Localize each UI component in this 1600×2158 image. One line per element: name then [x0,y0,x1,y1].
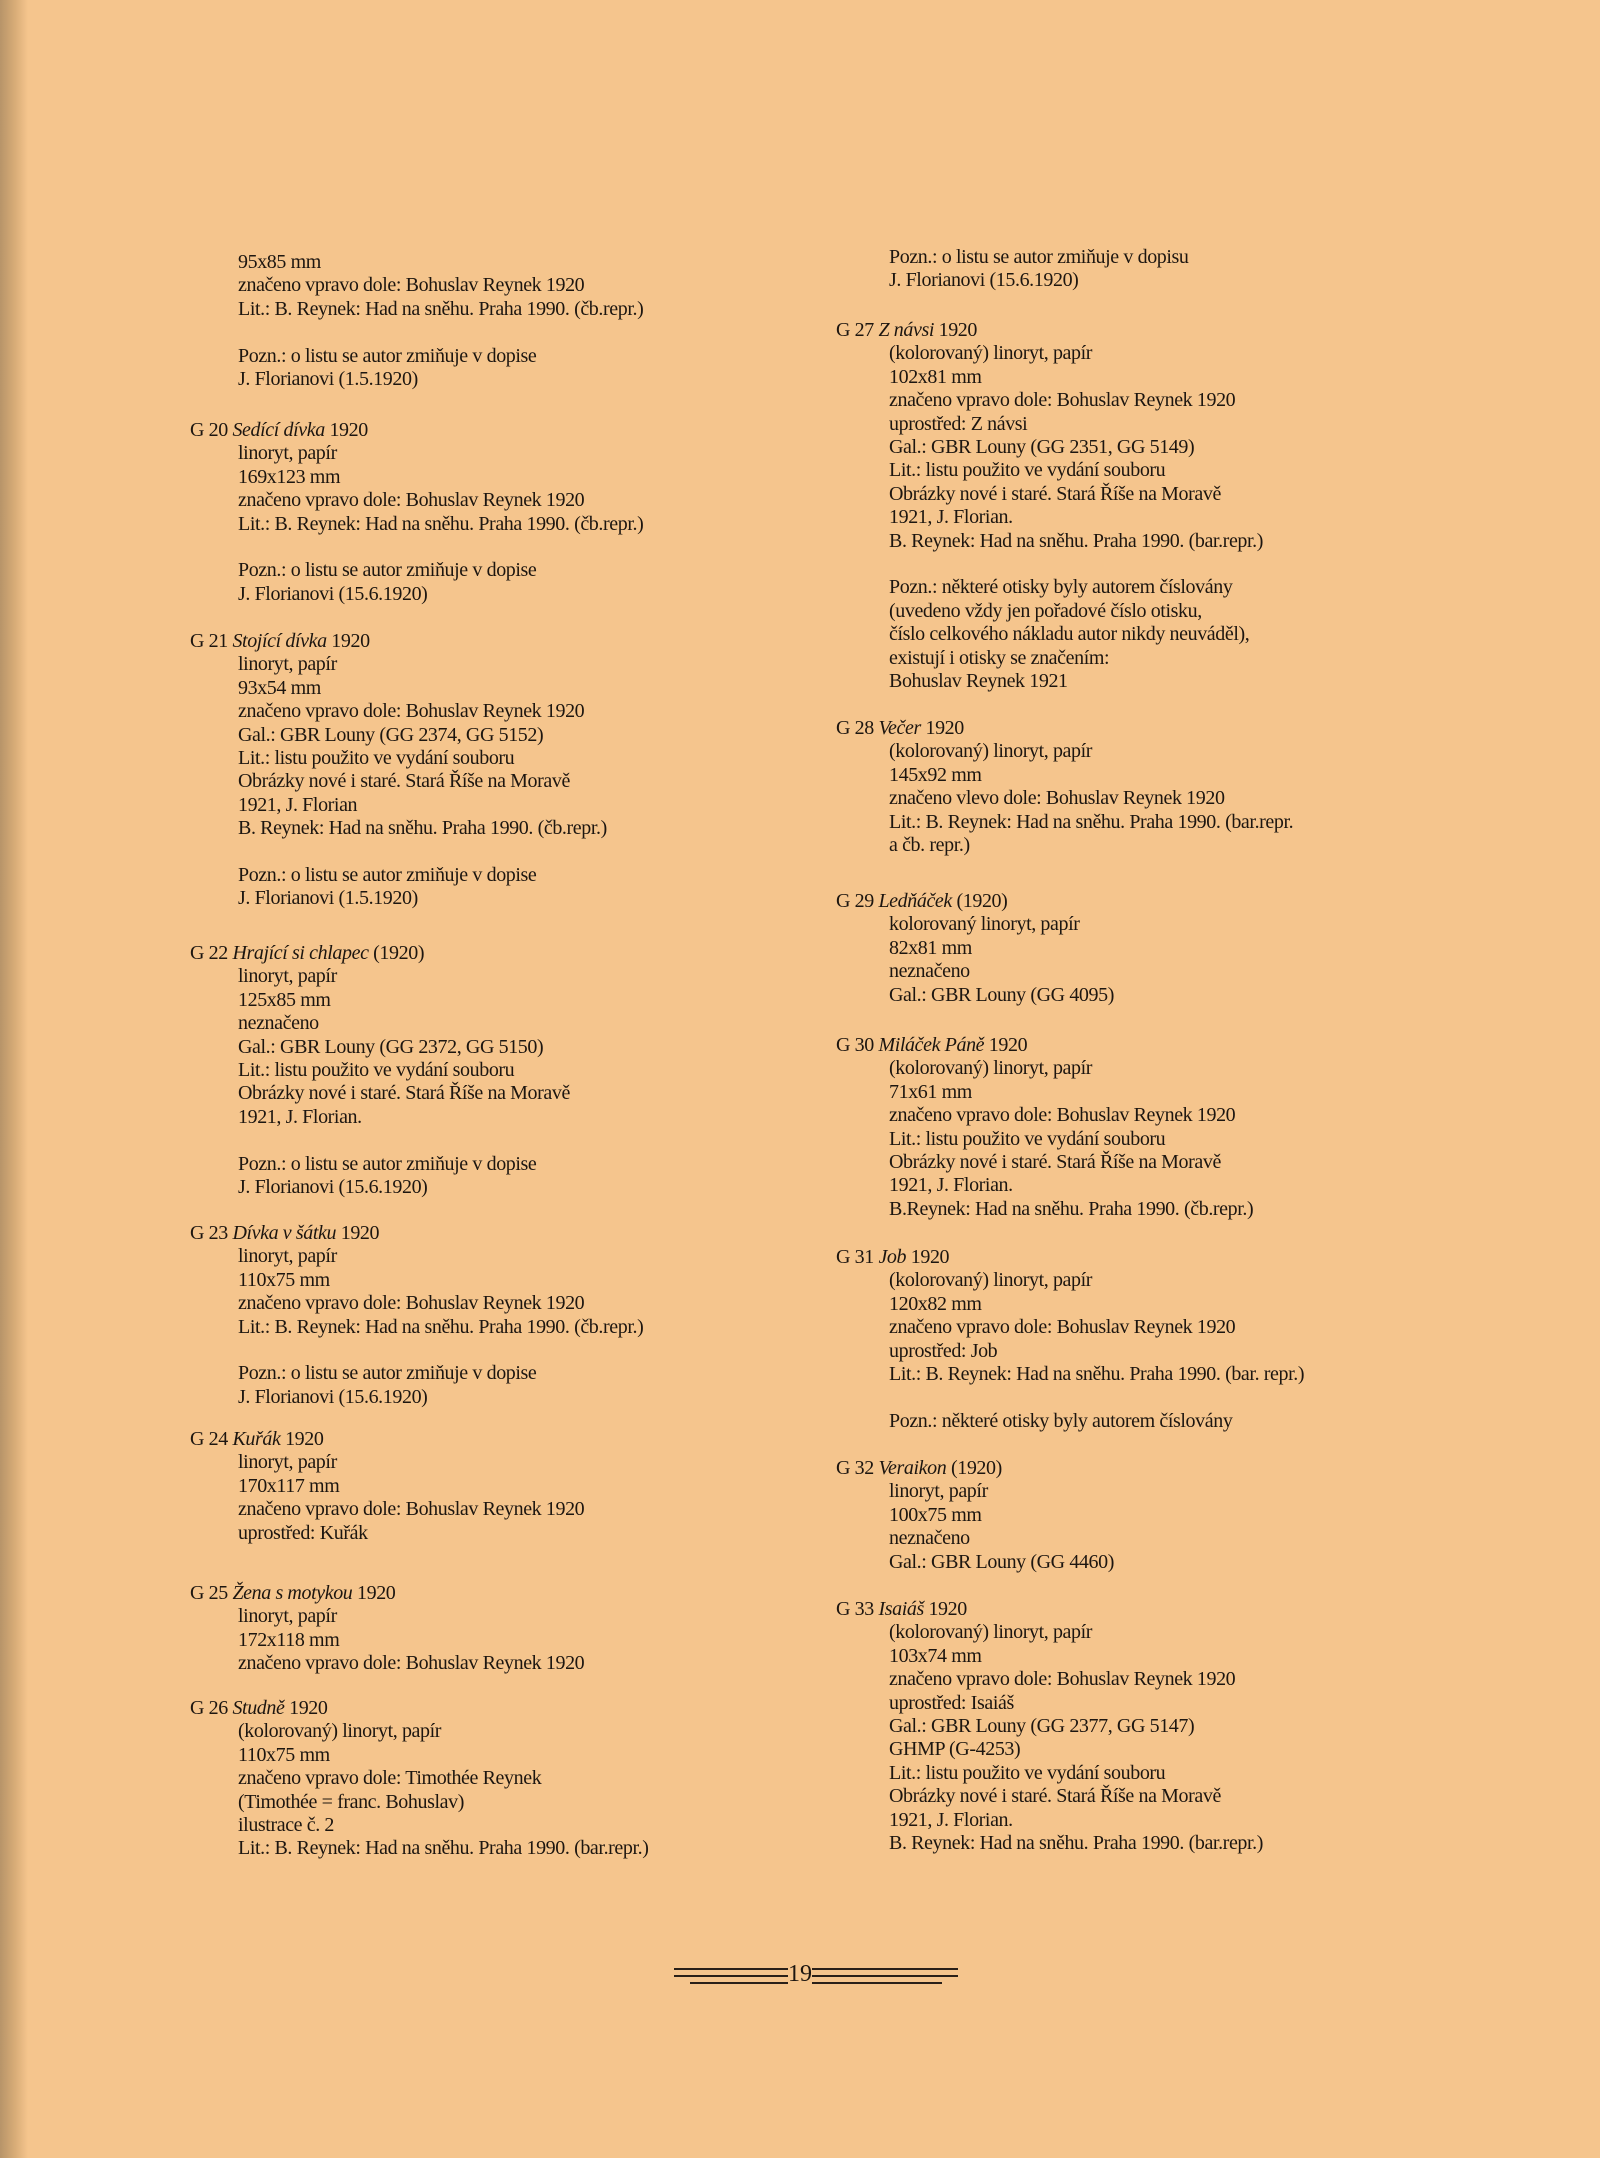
catalogue-detail-line: 95x85 mm [238,251,321,273]
catalogue-entry-heading [836,1597,967,1621]
catalogue-detail-line: 110x75 mm [238,1743,330,1766]
catalogue-detail-line: (uvedeno vždy jen pořadové číslo otisku, [889,599,1202,622]
catalogue-detail-line: značeno vpravo dole: Bohuslav Reynek 1920 [889,389,1236,412]
artwork-title: Dívka v šátku [232,1222,337,1244]
catalogue-code: G 30 [836,1034,874,1056]
catalogue-detail-line: B. Reynek: Had na sněhu. Praha 1990. (bar.repr.) [889,529,1264,552]
catalogue-detail-line: Bohuslav Reynek 1921 [889,670,1068,692]
catalogue-detail-line: Gal.: GBR Louny (GG 2351, GG 5149) [889,436,1195,458]
footer-rule-right-mid [812,1982,942,1984]
footer-rule-left-bottom [674,1975,788,1977]
artwork-title: Miláček Páně [878,1034,985,1056]
catalogue-detail-line: 125x85 mm [238,988,331,1011]
catalogue-detail-line: značeno vpravo dole: Bohuslav Reynek 1920 [238,489,585,512]
artwork-title: Stojící dívka [232,630,327,652]
artwork-title: Studně [232,1697,285,1719]
catalogue-detail-line: Lit.: B. Reynek: Had na sněhu. Praha 1990. (bar.repr. [889,810,1294,833]
catalogue-detail-line: Gal.: GBR Louny (GG 4460) [889,1550,1114,1573]
artwork-year: 1920 [357,1582,396,1604]
catalogue-detail-line: 169x123 mm [238,465,341,488]
catalogue-detail-line: Lit.: listu použito ve vydání souboru [889,1761,1166,1784]
catalogue-detail-line: Pozn.: o listu se autor zmiňuje v dopisu [889,246,1189,268]
catalogue-detail-line: značeno vpravo dole: Bohuslav Reynek 1920 [889,1104,1236,1127]
catalogue-detail-line: 102x81 mm [889,365,982,388]
catalogue-detail-line: značeno vpravo dole: Bohuslav Reynek 1920 [889,1668,1236,1691]
catalogue-detail-line: 1921, J. Florian. [238,1105,362,1128]
artwork-year: 1920 [938,319,978,341]
catalogue-detail-line: B. Reynek: Had na sněhu. Praha 1990. (čb.repr.) [238,817,607,840]
catalogue-code: G 33 [836,1598,874,1620]
catalogue-detail-line: Gal.: GBR Louny (GG 2374, GG 5152) [238,723,544,746]
catalogue-detail-line: značeno vpravo dole: Timothée Reynek [238,1767,542,1790]
artwork-title: Ledňáček [878,890,952,912]
catalogue-entry-heading [836,889,1007,913]
catalogue-code: G 20 [190,419,228,441]
catalogue-detail-line: 110x75 mm [238,1268,330,1291]
catalogue-detail-line: (kolorovaný) linoryt, papír [889,1057,1093,1080]
footer-rule-right-bottom [812,1975,958,1977]
catalogue-entry-heading [190,1696,328,1720]
artwork-year: 1920 [331,630,370,652]
catalogue-detail-line: (Timothée = franc. Bohuslav) [238,1790,464,1813]
catalogue-detail-line: B.Reynek: Had na sněhu. Praha 1990. (čb.repr.) [889,1197,1254,1220]
artwork-title: Job [878,1246,907,1268]
catalogue-code: G 21 [190,630,228,652]
catalogue-detail-line: ilustrace č. 2 [238,1814,335,1836]
artwork-title: Isaiáš [878,1598,924,1620]
catalogue-detail-line: a čb. repr.) [889,834,970,856]
catalogue-detail-line: neznačeno [889,960,970,983]
catalogue-detail-line: Lit.: listu použito ve vydání souboru [238,747,515,769]
catalogue-detail-line: Obrázky nové i staré. Stará Říše na Moravě [889,1785,1221,1808]
catalogue-detail-line: značeno vpravo dole: Bohuslav Reynek 1920 [238,274,585,297]
catalogue-detail-line: Gal.: GBR Louny (GG 2377, GG 5147) [889,1715,1195,1737]
catalogue-detail-line: linoryt, papír [238,653,337,676]
catalogue-detail-line: GHMP (G-4253) [889,1738,1021,1761]
catalogue-detail-line: Gal.: GBR Louny (GG 2372, GG 5150) [238,1035,544,1058]
catalogue-code: G 22 [190,942,228,964]
catalogue-detail-line: Lit.: B. Reynek: Had na sněhu. Praha 1990. (bar.repr.) [238,1837,649,1860]
catalogue-detail-line: (kolorovaný) linoryt, papír [889,1621,1093,1644]
catalogue-detail-line: uprostřed: Isaiáš [889,1691,1014,1714]
catalogue-code: G 31 [836,1246,874,1268]
catalogue-entry-heading [836,318,977,342]
catalogue-detail-line: Lit.: B. Reynek: Had na sněhu. Praha 1990. (čb.repr.) [238,512,644,535]
catalogue-detail-line: uprostřed: Z návsi [889,412,1028,435]
artwork-year: 1920 [925,717,964,739]
catalogue-entry-heading [190,418,368,442]
catalogue-detail-line: linoryt, papír [238,1605,337,1628]
page-number: 19 [788,1961,812,1987]
catalogue-entry-heading [190,1427,323,1451]
catalogue-detail-line: (kolorovaný) linoryt, papír [889,342,1093,365]
catalogue-detail-line: Pozn.: některé otisky byly autorem číslovány [889,1409,1233,1432]
catalogue-code: G 27 [836,319,874,341]
catalogue-detail-line: linoryt, papír [889,1480,988,1503]
catalogue-detail-line: neznačeno [238,1012,319,1035]
catalogue-detail-line: J. Florianovi (15.6.1920) [238,1385,428,1408]
catalogue-detail-line: značeno vpravo dole: Bohuslav Reynek 1920 [238,1292,585,1315]
catalogue-detail-line: linoryt, papír [238,1451,337,1474]
catalogue-detail-line: uprostřed: Kuřák [238,1521,368,1544]
catalogue-detail-line: Lit.: listu použito ve vydání souboru [889,1127,1166,1150]
catalogue-detail-line: 82x81 mm [889,936,972,959]
artwork-title: Veraikon [878,1457,947,1479]
catalogue-detail-line: (kolorovaný) linoryt, papír [238,1720,442,1743]
catalogue-detail-line: 172x118 mm [238,1628,340,1651]
catalogue-detail-line: Pozn.: některé otisky byly autorem číslovány [889,576,1233,599]
catalogue-detail-line: linoryt, papír [238,442,337,465]
catalogue-detail-line: Obrázky nové i staré. Stará Říše na Moravě [238,770,570,793]
artwork-title: Hrající si chlapec [232,942,369,964]
catalogue-detail-line: 1921, J. Florian [238,793,358,816]
catalogue-detail-line: 100x75 mm [889,1503,982,1526]
catalogue-detail-line: značeno vpravo dole: Bohuslav Reynek 1920 [238,1652,585,1675]
artwork-year: (1920) [956,890,1008,912]
catalogue-detail-line: Lit.: B. Reynek: Had na sněhu. Praha 1990. (bar. repr.) [889,1363,1305,1385]
catalogue-detail-line: uprostřed: Job [889,1339,998,1362]
catalogue-entry-heading [190,1221,379,1245]
artwork-title: Večer [878,717,921,739]
book-binding-shadow [0,0,28,2158]
catalogue-detail-line: J. Florianovi (1.5.1920) [238,887,418,910]
catalogue-code: G 24 [190,1428,228,1450]
catalogue-detail-line: Lit.: listu použito ve vydání souboru [238,1059,515,1081]
artwork-year: (1920) [950,1457,1002,1479]
catalogue-detail-line: Obrázky nové i staré. Stará Říše na Moravě [238,1082,570,1105]
catalogue-detail-line: Obrázky nové i staré. Stará Říše na Moravě [889,482,1221,505]
catalogue-detail-line: značeno vpravo dole: Bohuslav Reynek 1920 [889,1316,1236,1339]
catalogue-detail-line: 145x92 mm [889,763,982,786]
catalogue-detail-line: Pozn.: o listu se autor zmiňuje v dopise [238,559,537,582]
catalogue-code: G 28 [836,717,874,739]
catalogue-detail-line: značeno vpravo dole: Bohuslav Reynek 1920 [238,1498,585,1521]
catalogue-detail-line: 1921, J. Florian. [889,1174,1013,1197]
catalogue-detail-line: J. Florianovi (15.6.1920) [238,1176,428,1198]
catalogue-detail-line: kolorovaný linoryt, papír [889,913,1080,936]
catalogue-entry-heading [836,1033,1027,1057]
catalogue-detail-line: číslo celkového nákladu autor nikdy neuváděl), [889,623,1250,646]
catalogue-detail-line: Pozn.: o listu se autor zmiňuje v dopise [238,344,537,367]
catalogue-entry-heading [190,629,370,653]
catalogue-detail-line: 120x82 mm [889,1292,982,1315]
artwork-title: Z návsi [878,319,934,341]
artwork-year: 1920 [289,1697,328,1719]
catalogue-detail-line: existují i otisky se značením: [889,646,1110,669]
catalogue-detail-line: J. Florianovi (1.5.1920) [238,368,418,390]
catalogue-detail-line: Pozn.: o listu se autor zmiňuje v dopise [238,1152,537,1175]
catalogue-detail-line: 71x61 mm [889,1080,972,1103]
catalogue-entry-heading [836,1245,949,1269]
catalogue-entry-heading [836,1456,1002,1480]
catalogue-code: G 23 [190,1222,228,1244]
catalogue-detail-line: Gal.: GBR Louny (GG 4095) [889,983,1114,1006]
artwork-year: 1920 [329,419,368,441]
catalogue-detail-line: 93x54 mm [238,676,321,699]
artwork-year: 1920 [285,1428,324,1450]
catalogue-detail-line: J. Florianovi (15.6.1920) [889,269,1079,292]
catalogue-entry-heading [836,716,964,740]
catalogue-detail-line: (kolorovaný) linoryt, papír [889,740,1093,763]
catalogue-detail-line: Lit.: B. Reynek: Had na sněhu. Praha 1990. (čb.repr.) [238,297,644,320]
catalogue-detail-line: neznačeno [889,1527,970,1550]
catalogue-detail-line: 1921, J. Florian. [889,1808,1013,1831]
artwork-title: Sedící dívka [232,419,325,441]
footer-rule-left-mid [690,1982,788,1984]
catalogue-code: G 32 [836,1457,874,1479]
catalogue-detail-line: značeno vlevo dole: Bohuslav Reynek 1920 [889,787,1225,810]
artwork-year: 1920 [340,1222,380,1244]
catalogue-code: G 26 [190,1697,228,1719]
catalogue-detail-line: linoryt, papír [238,965,337,988]
artwork-title: Kuřák [232,1428,281,1450]
footer-rule-right-top [812,1968,958,1970]
footer-rule-left-top [674,1968,788,1970]
catalogue-code: G 29 [836,890,874,912]
catalogue-detail-line: J. Florianovi (15.6.1920) [238,582,428,605]
artwork-year: (1920) [373,942,425,964]
catalogue-detail-line: Pozn.: o listu se autor zmiňuje v dopise [238,1362,537,1385]
catalogue-detail-line: B. Reynek: Had na sněhu. Praha 1990. (bar.repr.) [889,1832,1264,1854]
catalogue-detail-line: Lit.: listu použito ve vydání souboru [889,459,1166,482]
catalogue-entry-heading [190,941,424,965]
catalogue-detail-line: Pozn.: o listu se autor zmiňuje v dopise [238,864,537,886]
artwork-year: 1920 [988,1034,1028,1056]
artwork-year: 1920 [928,1598,967,1620]
catalogue-detail-line: 1921, J. Florian. [889,506,1013,529]
catalogue-detail-line: 170x117 mm [238,1474,340,1497]
catalogue-detail-line: značeno vpravo dole: Bohuslav Reynek 1920 [238,700,585,723]
catalogue-detail-line: (kolorovaný) linoryt, papír [889,1269,1093,1292]
catalogue-code: G 25 [190,1582,228,1604]
catalogue-detail-line: Obrázky nové i staré. Stará Říše na Moravě [889,1151,1221,1173]
catalogue-detail-line: linoryt, papír [238,1245,337,1268]
catalogue-detail-line: 103x74 mm [889,1644,982,1667]
catalogue-entry-heading [190,1581,395,1605]
artwork-title: Žena s motykou [232,1582,353,1604]
artwork-year: 1920 [910,1246,950,1268]
catalogue-detail-line: Lit.: B. Reynek: Had na sněhu. Praha 1990. (čb.repr.) [238,1315,644,1338]
